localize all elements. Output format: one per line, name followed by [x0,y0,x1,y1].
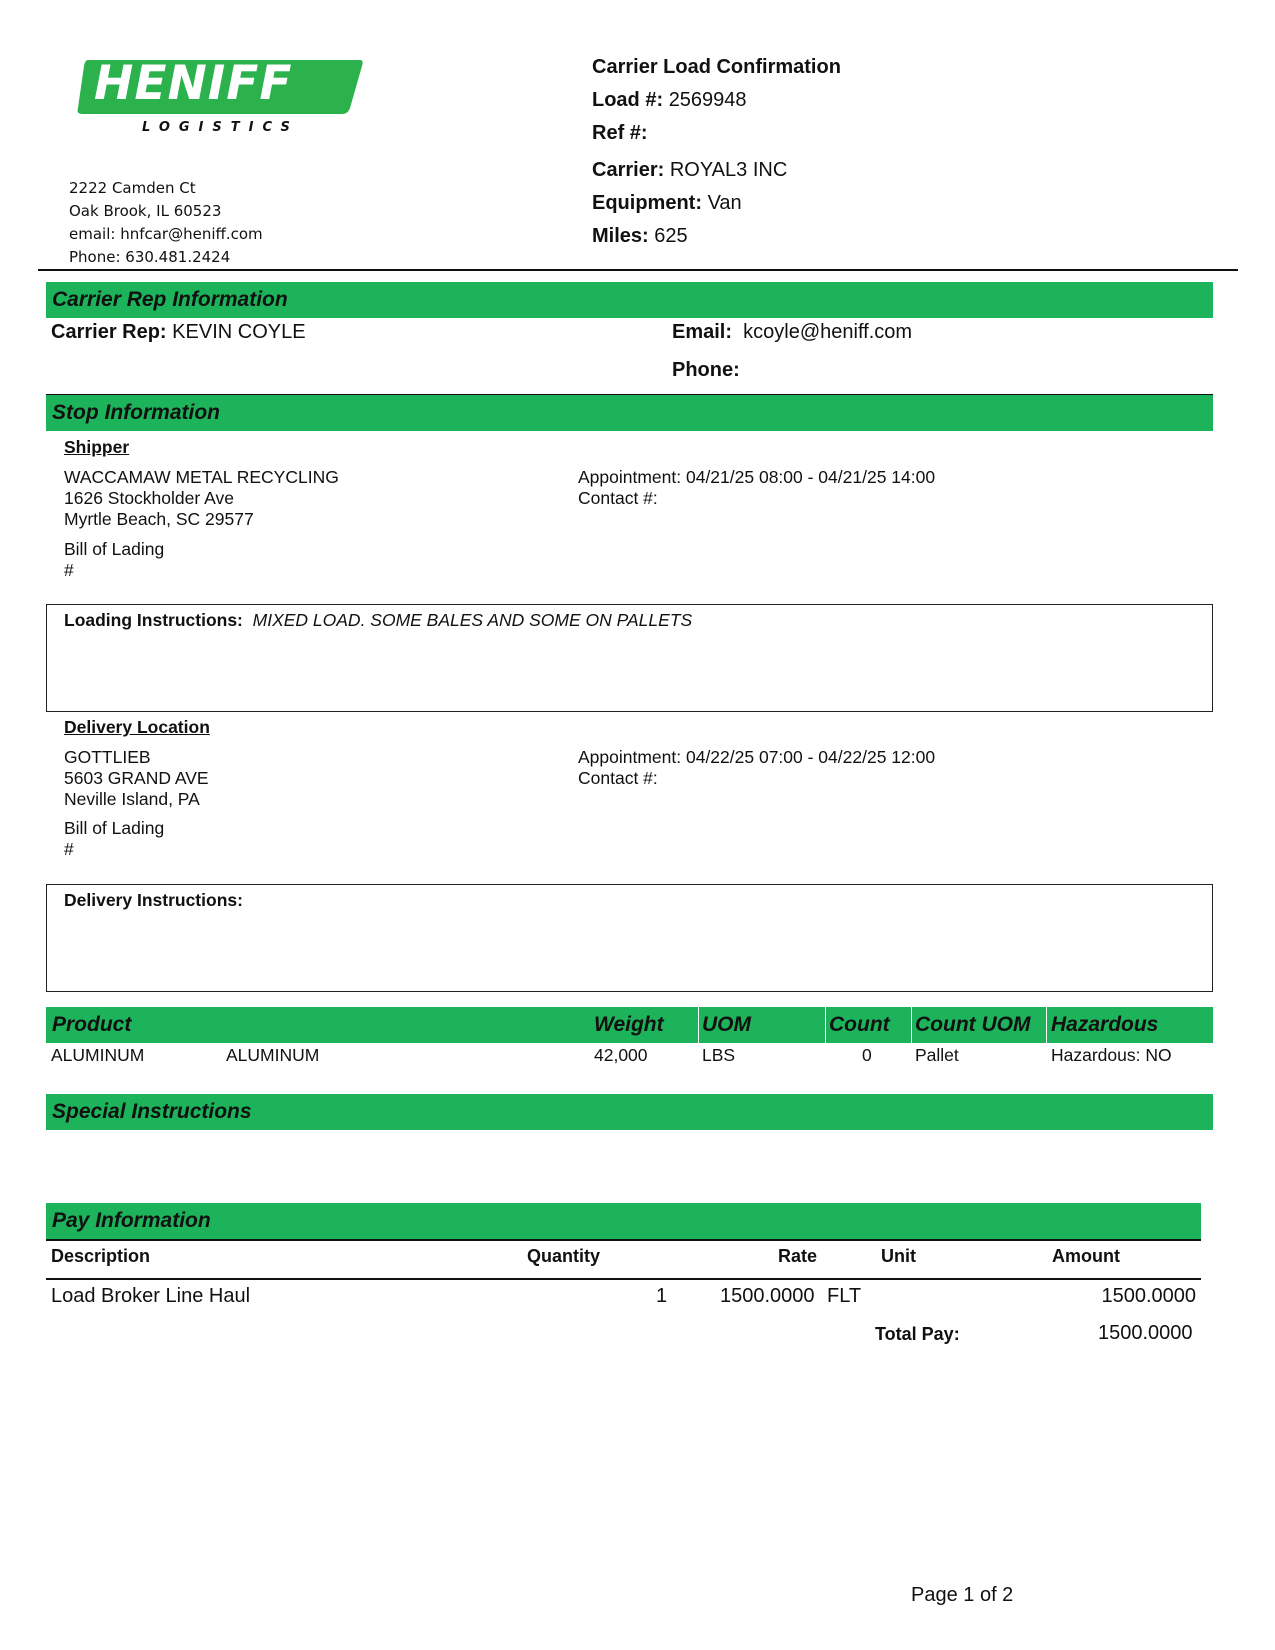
delivery-instructions-box [46,884,1213,992]
carrier-rep-label: Carrier Rep: [51,321,167,343]
count-uom-cell: Pallet [915,1045,959,1065]
pay-info-title: Pay Information [52,1209,211,1232]
special-instructions-title: Special Instructions [52,1100,252,1123]
loading-instructions [64,610,692,631]
special-instructions-bar [46,1094,1213,1130]
loading-instructions-value: MIXED LOAD. SOME BALES AND SOME ON PALLETS [252,610,693,630]
pay-row-rule [46,1278,1201,1280]
delivery-appointment: Appointment: 04/22/25 07:00 - 04/22/25 12:00 [578,747,936,767]
weight-col-header: Weight [594,1013,664,1036]
pay-amount-cell: 1500.0000 [1101,1285,1196,1307]
carrier-rep-value: KEVIN COYLE [172,321,306,343]
company-logo [76,56,366,146]
table-row [46,1285,1201,1311]
pay-quantity-cell: 1 [656,1285,668,1307]
column-divider [1046,1007,1047,1043]
shipper-bol-label: Bill of Lading [64,539,165,559]
stop-info-title: Stop Information [52,401,220,424]
company-email: email: hnfcar@heniff.com [69,225,263,243]
product-col-header: Product [52,1013,132,1036]
product-cell: ALUMINUM [51,1045,145,1065]
delivery-address [64,747,209,810]
delivery-street: 5603 GRAND AVE [64,768,209,788]
total-pay-label: Total Pay: [875,1324,960,1344]
weight-cell: 42,000 [594,1045,648,1065]
equipment-label: Equipment: [592,192,702,214]
rep-email-field [672,321,912,344]
company-phone: Phone: 630.481.2424 [69,248,231,266]
pay-description-cell: Load Broker Line Haul [51,1285,251,1307]
uom-cell: LBS [702,1045,736,1065]
document-title: Carrier Load Confirmation [592,56,841,78]
carrier-value: ROYAL3 INC [669,159,788,181]
carrier-rep-title: Carrier Rep Information [52,288,288,311]
carrier-field [592,159,787,182]
load-label: Load #: [592,89,664,111]
shipper-address [64,467,339,530]
shipper-bol [64,539,164,581]
pay-unit-header: Unit [881,1246,916,1266]
delivery-name: GOTTLIEB [64,747,151,767]
company-address [69,177,263,269]
product-header-bar [46,1007,1213,1043]
shipper-appointment: Appointment: 04/21/25 08:00 - 04/21/25 14:00 [578,467,936,487]
count-uom-col-header: Count UOM [915,1013,1031,1036]
stop-info-bar [46,394,1213,431]
pay-header-rule [46,1239,1201,1241]
column-divider [825,1007,826,1043]
uom-col-header: UOM [702,1013,751,1036]
address-line-2: Oak Brook, IL 60523 [69,202,222,220]
shipper-city: Myrtle Beach, SC 29577 [64,509,254,529]
delivery-contact: Contact #: [578,768,658,788]
pay-quantity-header: Quantity [527,1246,601,1266]
shipper-appointment-block [578,467,935,509]
pay-info-bar [46,1203,1201,1239]
hazardous-col-header: Hazardous [1051,1013,1159,1036]
shipper-street: 1626 Stockholder Ave [64,488,234,508]
load-value: 2569948 [668,89,747,111]
load-number [592,89,747,112]
delivery-bol-label: Bill of Lading [64,818,165,838]
miles-label: Miles: [592,225,649,247]
ref-label: Ref #: [592,122,648,144]
shipper-bol-hash: # [64,560,74,580]
pay-rate-header: Rate [778,1246,818,1266]
equipment-value: Van [707,192,742,214]
header-divider [38,269,1238,271]
rep-phone-label: Phone: [672,359,740,381]
shipper-contact: Contact #: [578,488,658,508]
delivery-city: Neville Island, PA [64,789,200,809]
carrier-label: Carrier: [592,159,665,181]
loading-instructions-box [46,604,1213,712]
logo-subtitle: LOGISTICS [142,120,299,135]
delivery-bol-hash: # [64,839,74,859]
count-cell: 0 [862,1045,872,1065]
pay-unit-cell: FLT [827,1285,862,1307]
rep-email-value: kcoyle@heniff.com [743,321,913,343]
total-pay-value: 1500.0000 [1098,1322,1193,1344]
column-divider [911,1007,912,1043]
page-number: Page 1 of 2 [911,1584,1014,1606]
rep-email-label: Email: [672,321,733,343]
column-divider [698,1007,699,1043]
pay-rate-cell: 1500.0000 [720,1285,815,1307]
hazardous-cell: Hazardous: NO [1051,1045,1172,1065]
miles-value: 625 [654,225,688,247]
delivery-bol [64,818,164,860]
logo-word: HENIFF [94,56,293,111]
carrier-rep-bar [46,282,1213,318]
product-description-cell: ALUMINUM [226,1045,320,1065]
shipper-name: WACCAMAW METAL RECYCLING [64,467,339,487]
pay-amount-header: Amount [1052,1246,1120,1266]
miles-field [592,225,688,248]
table-row [46,1045,1213,1069]
loading-instructions-label: Loading Instructions: [64,610,243,630]
delivery-appointment-block [578,747,935,789]
address-line-1: 2222 Camden Ct [69,179,196,197]
count-col-header: Count [829,1013,890,1036]
pay-description-header: Description [51,1246,151,1266]
delivery-heading: Delivery Location [64,717,210,737]
equipment-field [592,192,742,215]
carrier-rep-field [51,321,306,344]
shipper-heading: Shipper [64,437,130,457]
delivery-instructions-label: Delivery Instructions: [64,890,243,910]
